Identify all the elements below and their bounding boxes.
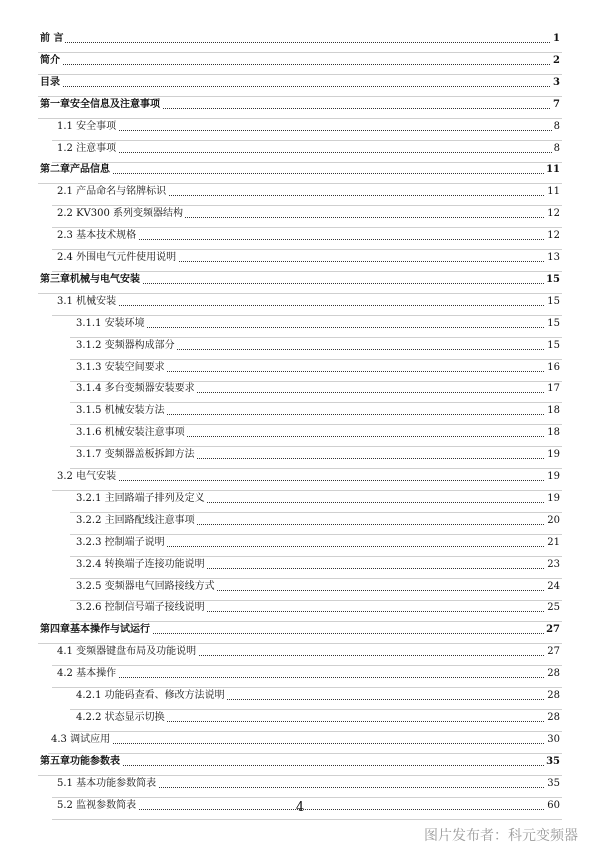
toc-entry-page: 30: [547, 733, 560, 745]
toc-entry[interactable]: [0, 644, 600, 666]
toc-entry-page: 11: [546, 164, 560, 176]
toc-entry-page: 23: [547, 558, 560, 570]
dot-leader: [40, 64, 556, 65]
toc-entry[interactable]: [0, 600, 600, 622]
toc-entry-title: 3.1.3 安装空间要求: [76, 361, 165, 373]
toc-entry-page: 28: [547, 668, 560, 680]
toc-entry-page: 19: [547, 471, 560, 482]
toc-entry-page: 12: [547, 208, 560, 220]
toc-entry-title: 3.1.6 机械安装注意事项: [76, 427, 185, 439]
toc-entry-title: 3.1 机械安装: [57, 295, 117, 307]
toc-entry-title: 3.1.5 机械安装方法: [76, 405, 165, 417]
toc-entry-title: 4.2.1 功能码查看、修改方法说明: [76, 690, 225, 701]
toc-entry-page: 7: [553, 98, 560, 110]
toc-entry-page: 15: [547, 317, 560, 329]
toc-entry[interactable]: [0, 228, 600, 250]
toc-entry-page: 2: [553, 54, 560, 66]
dot-leader: [57, 152, 556, 153]
toc-entry[interactable]: [0, 710, 600, 732]
toc-entry-title: 3.2.6 控制信号端子接线说明: [76, 602, 205, 614]
toc-entry-title: 第三章机械与电气安装: [40, 273, 140, 285]
toc-entry[interactable]: [0, 557, 600, 579]
toc-entry-title: 1.1 安全事项: [57, 120, 117, 132]
toc-entry-page: 15: [546, 273, 560, 285]
toc-entry[interactable]: [0, 162, 600, 184]
dot-leader: [40, 173, 556, 174]
toc-entry-page: 35: [546, 755, 560, 767]
toc-entry-title: 2.1 产品命名与铭牌标识: [57, 186, 167, 198]
toc-entry-title: 3.2.1 主回路端子排列及定义: [76, 492, 205, 504]
toc-entry-title: 4.1 变频器键盘布局及功能说明: [57, 646, 197, 658]
toc-entry-page: 27: [547, 646, 560, 658]
toc-entry-page: 18: [547, 427, 560, 439]
publisher-watermark: 图片发布者：科元变频器: [424, 828, 578, 844]
toc-entry-title: 简介: [40, 54, 60, 66]
toc-entry-title: 3.2.3 控制端子说明: [76, 536, 165, 548]
toc-entry-title: 第五章功能参数表: [40, 755, 120, 767]
toc-entry-page: 11: [547, 186, 560, 198]
toc-entry-title: 目录: [40, 76, 60, 88]
toc-entry-page: 28: [547, 711, 560, 723]
toc-entry[interactable]: [0, 31, 600, 53]
toc-entry[interactable]: [0, 294, 600, 316]
toc-entry-page: 17: [547, 383, 560, 395]
toc-entry[interactable]: [0, 469, 600, 491]
toc-entry-title: 3.1.7 变频器盖板拆卸方法: [76, 449, 195, 461]
dot-leader: [57, 305, 556, 306]
toc-entry[interactable]: [0, 513, 600, 535]
dot-leader: [57, 130, 556, 131]
toc-entry-title: 第一章安全信息及注意事项: [40, 98, 160, 110]
toc-entry-page: 25: [547, 602, 560, 614]
toc-entry-page: 15: [547, 295, 560, 307]
toc-entry[interactable]: [0, 754, 600, 776]
toc-entry[interactable]: [0, 666, 600, 688]
toc-entry[interactable]: [0, 732, 600, 754]
toc-entry[interactable]: [0, 53, 600, 75]
toc-entry-title: 1.2 注意事项: [57, 142, 117, 154]
toc-entry-title: 3.1.2 变频器构成部分: [76, 339, 175, 351]
toc-entry[interactable]: [0, 360, 600, 382]
toc-entry-page: 18: [547, 405, 560, 417]
toc-entry-page: 24: [547, 580, 560, 592]
toc-entry-page: 8: [553, 142, 560, 154]
page-number: 4: [295, 800, 305, 815]
toc-entry[interactable]: [0, 425, 600, 447]
toc-entry-title: 2.3 基本技术规格: [57, 230, 137, 242]
toc-entry[interactable]: [0, 688, 600, 710]
toc-entry[interactable]: [0, 97, 600, 119]
toc-entry-title: 5.2 监视参数简表: [57, 799, 137, 811]
toc-entry-page: 21: [547, 536, 560, 548]
toc-entry-page: 19: [547, 449, 560, 461]
toc-entry-title: 4.2.2 状态显示切换: [76, 711, 165, 723]
dot-leader: [51, 743, 556, 744]
dot-leader: [57, 677, 556, 678]
toc-entry-title: 第二章产品信息: [40, 164, 110, 176]
toc-entry-page: 28: [547, 690, 560, 701]
toc-entry-page: 60: [547, 799, 560, 811]
toc-entry[interactable]: [0, 206, 600, 228]
toc-entry[interactable]: [0, 272, 600, 294]
toc-entry-title: 3.2.2 主回路配线注意事项: [76, 514, 195, 526]
toc-entry-title: 2.4 外围电气元件使用说明: [57, 252, 177, 263]
toc-entry-title: 3.2.5 变频器电气回路接线方式: [76, 580, 215, 592]
toc-entry[interactable]: [0, 316, 600, 338]
toc-entry[interactable]: [0, 403, 600, 425]
toc-entry[interactable]: [0, 622, 600, 644]
toc-entry[interactable]: [0, 338, 600, 360]
toc-entry[interactable]: [0, 119, 600, 141]
toc-entry-page: 8: [553, 120, 560, 132]
dot-leader: [76, 327, 556, 328]
dot-leader: [40, 42, 556, 43]
toc-entry[interactable]: [0, 491, 600, 513]
toc-entry-title: 2.2 KV300 系列变频器结构: [57, 208, 184, 220]
toc-entry-title: 前 言: [40, 33, 64, 44]
toc-entry-page: 27: [546, 624, 560, 636]
toc-entry-page: 12: [547, 230, 560, 242]
toc-entry-title: 5.1 基本功能参数简表: [57, 777, 157, 789]
toc-entry[interactable]: [0, 776, 600, 798]
toc-entry[interactable]: [0, 75, 600, 97]
toc-entry[interactable]: [0, 535, 600, 557]
toc-entry-page: 20: [547, 514, 560, 526]
toc-entry-page: 19: [547, 492, 560, 504]
toc-entry-title: 3.1.4 多台变频器安装要求: [76, 383, 195, 395]
toc-entry[interactable]: [0, 184, 600, 206]
toc-entry[interactable]: [0, 250, 600, 272]
toc-entry[interactable]: [0, 579, 600, 601]
toc-entry-title: 3.2.4 转换端子连接功能说明: [76, 558, 205, 570]
toc-entry-title: 3.1.1 安装环境: [76, 317, 145, 329]
toc-entry[interactable]: [0, 447, 600, 469]
toc-entry[interactable]: [0, 381, 600, 403]
toc-entry-page: 15: [547, 339, 560, 351]
row-divider: [52, 819, 562, 820]
toc-entry-title: 4.2 基本操作: [57, 668, 117, 680]
toc-entry-page: 16: [547, 361, 560, 373]
toc-entry-page: 3: [553, 76, 560, 88]
toc-entry[interactable]: [0, 141, 600, 163]
toc-entry-title: 第四章基本操作与试运行: [40, 624, 150, 636]
dot-leader: [40, 86, 556, 87]
toc-entry-page: 1: [553, 33, 560, 44]
toc-entry-title: 3.2 电气安装: [57, 471, 117, 482]
toc-entry-page: 35: [547, 777, 560, 789]
toc-entry-title: 4.3 调试应用: [51, 733, 111, 745]
toc-entry-page: 13: [547, 252, 560, 263]
dot-leader: [57, 480, 556, 481]
